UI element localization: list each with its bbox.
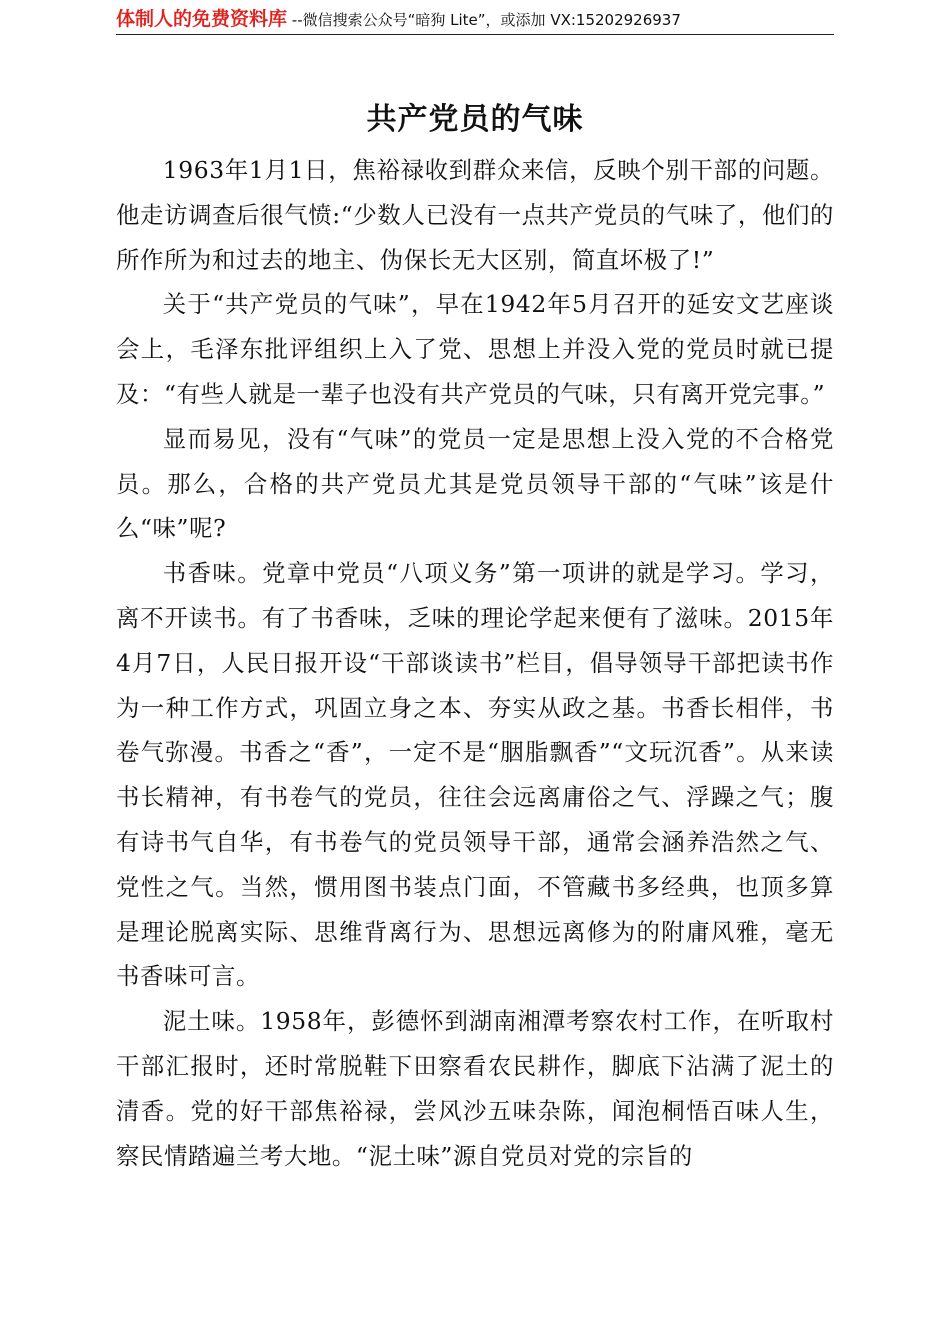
paragraph-5: 泥土味。1958年，彭德怀到湖南湘潭考察农村工作，在听取村干部汇报时，还时常脱鞋下田察看农民耕作，脚底下沾满了泥土的清香。党的好干部焦裕禄，尝风沙五味杂陈，闻泡桐悟百味人生，察民情踏遍兰考大地。“泥土味”源自党员对党的宗旨的 — [116, 1007, 834, 1170]
paragraph-1: 1963年1月1日，焦裕禄收到群众来信，反映个别干部的问题。他走访调查后很气愤:“少数人已没有一点共产党员的气味了，他们的所作所为和过去的地主、伪保长无大区别，简直坏极了!” — [116, 156, 834, 274]
paragraph-4: 书香味。党章中党员“八项义务”第一项讲的就是学习。学习，离不开读书。有了书香味，乏味的理论学起来便有了滋味。2015年4月7日，人民日报开设“干部谈读书”栏目，倡导领导干部把读书作为一种工作方式，巩固立身之本、夯实从政之基。书香长相伴，书卷气弥漫。书香之“香”，一定不是“胭脂飘香”“文玩沉香”。从来读书长精神，有书卷气的党员，往往会远离庸俗之气、浮躁之气；腹有诗书气自华，有书卷气的党员领导干部，通常会涵养浩然之气、党性之气。当然，惯用图书装点门面，不管藏书多经典，也顶多算是理论脱离实际、思维背离行为、思想远离修为的附庸风雅，毫无书香味可言。 — [116, 559, 834, 991]
article-title: 共产党员的气味 — [366, 102, 584, 137]
paragraph-2: 关于“共产党员的气味”，早在1942年5月召开的延安文艺座谈会上，毛泽东批评组织上入了党、思想上并没入党的党员时就已提及：“有些人就是一辈子也没有共产党员的气味，只有离开党完事。” — [116, 290, 834, 408]
article-body — [116, 148, 834, 1178]
header-divider — [116, 34, 834, 35]
page-header — [116, 4, 834, 32]
paragraph-3: 显而易见，没有“气味”的党员一定是思想上没入党的不合格党员。那么，合格的共产党员尤其是党员领导干部的“气味”该是什么“味”呢? — [116, 424, 834, 543]
header-note: --微信搜索公众号“暗狗 Lite”，或添加 VX:15202926937 — [287, 11, 681, 29]
header-brand: 体制人的免费资料库 — [116, 8, 288, 30]
